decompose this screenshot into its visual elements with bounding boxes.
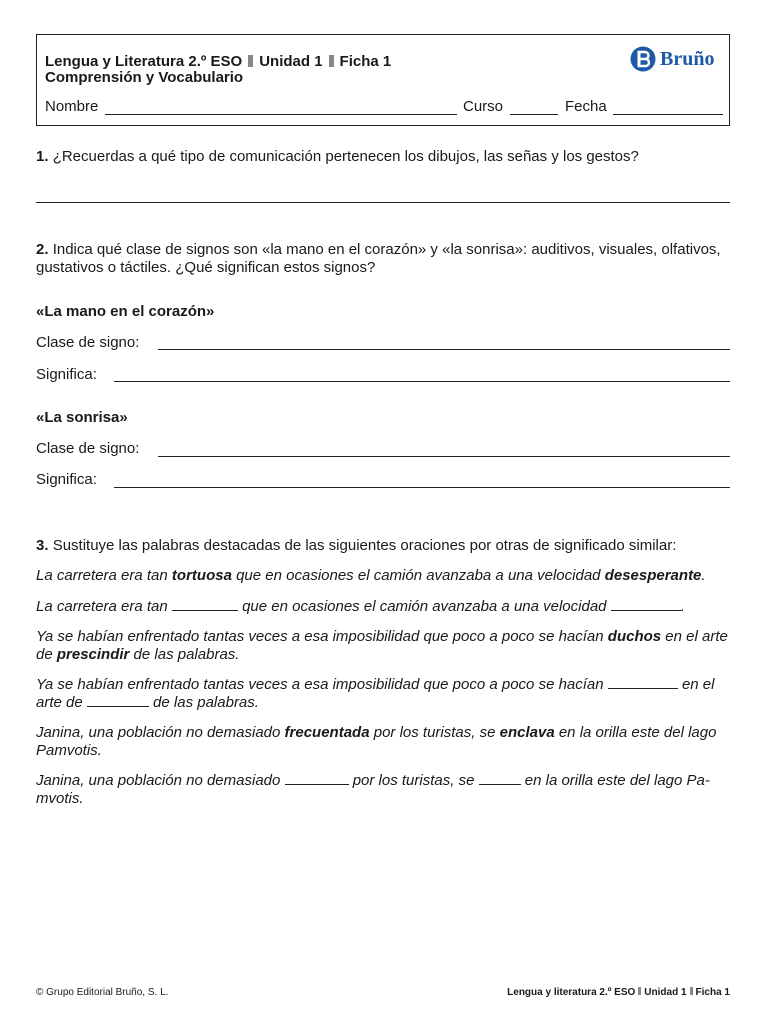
- sentence-text: por los turistas, se: [369, 724, 500, 741]
- blank-field[interactable]: [285, 772, 349, 785]
- answer-line-sign1-meaning[interactable]: [114, 381, 730, 382]
- question-number: 3.: [36, 537, 49, 554]
- blank-field[interactable]: [611, 598, 681, 611]
- sentence-text: de las palabras.: [129, 645, 240, 663]
- sentence-text: La carretera era tan: [36, 567, 172, 584]
- question-number: 1.: [36, 148, 49, 165]
- separator-bar: [638, 987, 641, 995]
- highlighted-word: desesperante: [604, 567, 702, 584]
- sentence-text: Janina, una población no demasiado: [36, 724, 285, 741]
- footer-subject: Lengua y literatura 2.º ESO: [507, 987, 636, 998]
- bruno-logo-icon: [630, 46, 656, 72]
- answer-line-sign1-class[interactable]: [158, 349, 730, 350]
- title-sheet: Ficha 1: [339, 53, 392, 70]
- name-label: Nombre: [45, 98, 99, 115]
- sentence-text: .: [701, 567, 706, 584]
- class-label: Clase de signo:: [36, 334, 140, 351]
- worksheet-subtitle: Comprensión y Vocabulario: [45, 69, 244, 86]
- blank-field[interactable]: [479, 772, 521, 785]
- question-text-cont: gustativos o táctiles. ¿Qué significan estos signos?: [36, 259, 376, 276]
- blank-field[interactable]: [608, 676, 678, 689]
- highlighted-word: duchos: [607, 628, 662, 645]
- sentence-text: Ya se habían enfrentado tantas veces a esa imposibilidad que poco a poco se hacían: [36, 628, 608, 645]
- question-number: 2.: [36, 241, 49, 258]
- highlighted-word: enclava: [499, 724, 555, 741]
- sentence-3-exercise: [36, 772, 730, 807]
- course-label: Curso: [463, 98, 504, 115]
- question-text: Indica qué clase de signos son «la mano en el corazón» y «la sonrisa»: auditivos, visuales, olfativos,: [52, 241, 721, 258]
- sentence-2-exercise: [36, 676, 730, 711]
- sentence-1: [36, 567, 730, 585]
- sentence-text: que en ocasiones el camión avanzaba a una velocidad: [231, 567, 605, 584]
- sentence-3: [36, 724, 730, 759]
- sentence-text: en la orilla este del lago Pa-mvotis.: [36, 772, 710, 807]
- answer-line-sign2-meaning[interactable]: [114, 487, 730, 488]
- worksheet-title: [45, 53, 391, 70]
- separator-bar: [248, 55, 253, 67]
- meaning-label: Significa:: [36, 471, 97, 488]
- highlighted-word: tortuosa: [171, 567, 232, 584]
- highlighted-word: prescindir: [56, 645, 130, 663]
- footer-unit: Unidad 1: [644, 987, 687, 998]
- footer-reference: [507, 987, 730, 998]
- sentence-text: .: [680, 598, 685, 615]
- sign-1-title: «La mano en el corazón»: [36, 303, 215, 320]
- separator-bar: [690, 987, 693, 995]
- sign-2-title: «La sonrisa»: [36, 409, 128, 426]
- title-unit: Unidad 1: [259, 53, 323, 70]
- sentence-text: La carretera era tan: [36, 598, 172, 615]
- sentence-text: que en ocasiones el camión avanzaba a una velocidad: [237, 598, 611, 615]
- separator-bar: [329, 55, 334, 67]
- sentence-text: en la orilla este del lago Pamvotis.: [36, 724, 717, 759]
- question-3: [36, 537, 676, 555]
- brand-logo: [630, 46, 714, 72]
- title-subject: Lengua y Literatura 2.º ESO: [45, 53, 243, 70]
- question-1: [36, 148, 639, 166]
- question-text: Sustituye las palabras destacadas de las siguientes oraciones por otras de significado similar:: [52, 537, 677, 554]
- answer-line-q1[interactable]: [36, 202, 730, 203]
- date-field[interactable]: [613, 114, 723, 115]
- question-text: ¿Recuerdas a qué tipo de comunicación pertenecen los dibujos, las señas y los gestos?: [52, 148, 639, 165]
- sentence-2: [36, 628, 730, 663]
- student-fields: [45, 98, 723, 118]
- date-label: Fecha: [565, 98, 607, 115]
- highlighted-word: frecuentada: [284, 724, 370, 741]
- footer-sheet: Ficha 1: [695, 987, 730, 998]
- sentence-text: en el arte de: [36, 628, 728, 663]
- sentence-text: Ya se habían enfrentado tantas veces a esa imposibilidad que poco a poco se hacían: [36, 676, 608, 693]
- copyright: © Grupo Editorial Bruño, S. L.: [36, 987, 169, 998]
- blank-field[interactable]: [87, 694, 149, 707]
- sentence-text: Janina, una población no demasiado: [36, 772, 285, 789]
- answer-line-sign2-class[interactable]: [158, 456, 730, 457]
- question-2: [36, 241, 736, 277]
- sentence-text: en el arte de: [36, 676, 715, 711]
- sentence-text: de las palabras.: [148, 693, 259, 711]
- class-label: Clase de signo:: [36, 440, 140, 457]
- brand-name: Bruño: [660, 47, 715, 70]
- blank-field[interactable]: [172, 598, 238, 611]
- course-field[interactable]: [510, 114, 558, 115]
- name-field[interactable]: [105, 114, 457, 115]
- sentence-1-exercise: [36, 598, 730, 616]
- sentence-text: por los turistas, se: [348, 772, 479, 789]
- meaning-label: Significa:: [36, 366, 97, 383]
